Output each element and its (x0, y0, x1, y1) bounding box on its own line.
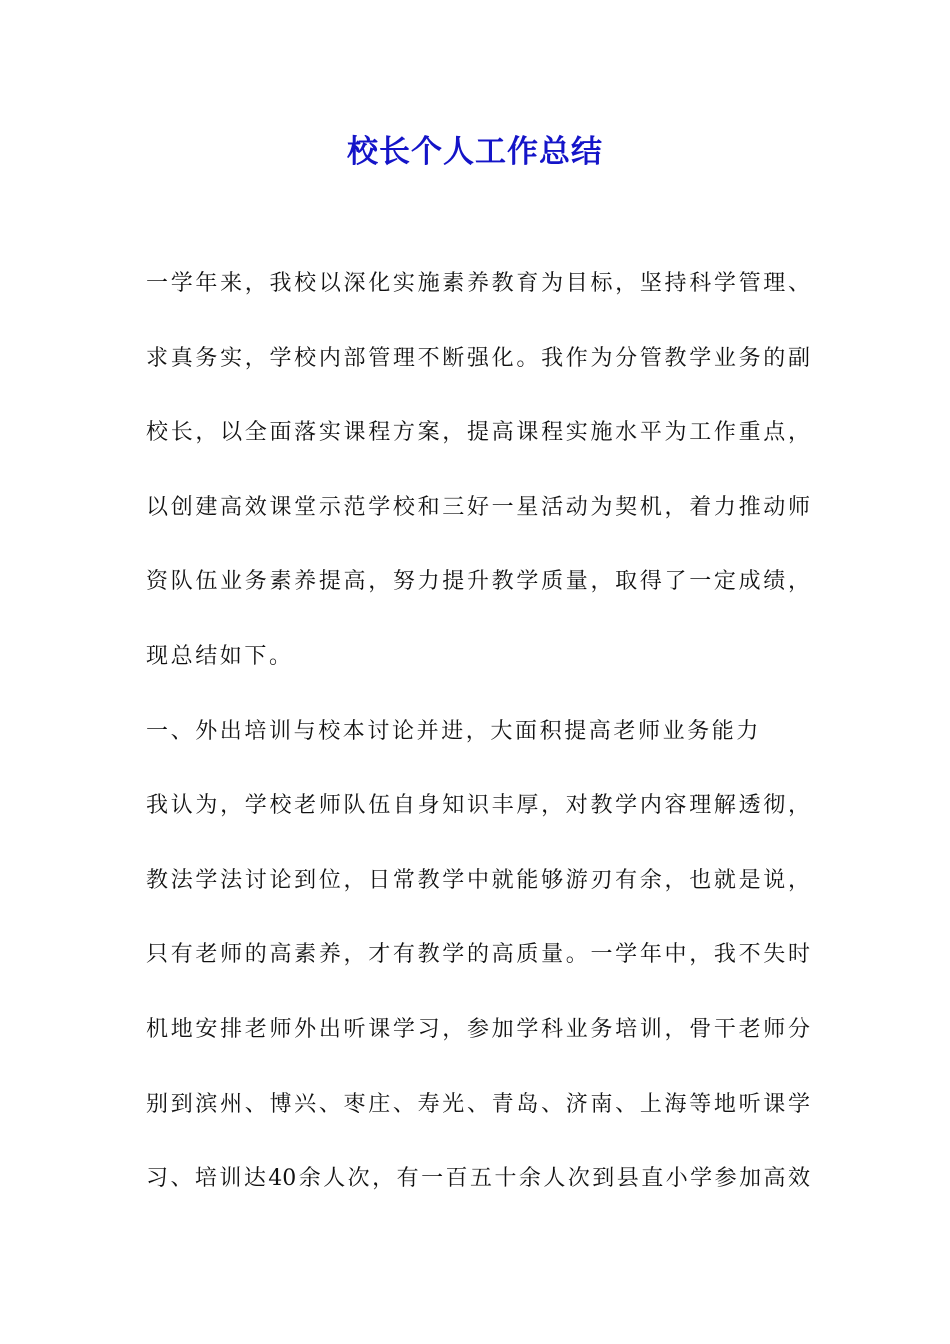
body-line: 只有老师的高素养，才有教学的高质量。一学年中，我不失时 (146, 942, 810, 968)
document-body (146, 264, 810, 1234)
body-line: 校长，以全面落实课程方案，提高课程实施水平为工作重点， (146, 420, 810, 446)
body-line: 习、培训达40余人次，有一百五十余人次到县直小学参加高效 (146, 1166, 810, 1192)
body-line: 资队伍业务素养提高，努力提升教学质量，取得了一定成绩， (146, 569, 810, 595)
body-line: 别到滨州、博兴、枣庄、寿光、青岛、济南、上海等地听课学 (146, 1091, 810, 1117)
body-line: 以创建高效课堂示范学校和三好一星活动为契机，着力推动师 (146, 494, 810, 520)
body-line: 一、外出培训与校本讨论并进，大面积提高老师业务能力 (146, 718, 762, 744)
body-line: 现总结如下。 (146, 643, 294, 669)
body-line: 教法学法讨论到位，日常教学中就能够游刃有余，也就是说， (146, 867, 810, 893)
document-title: 校长个人工作总结 (347, 134, 603, 170)
body-line: 我认为，学校老师队伍自身知识丰厚，对教学内容理解透彻， (146, 793, 810, 819)
body-line: 求真务实，学校内部管理不断强化。我作为分管教学业务的副 (146, 345, 810, 371)
body-line: 一学年来，我校以深化实施素养教育为目标，坚持科学管理、 (146, 271, 810, 296)
body-line: 机地安排老师外出听课学习，参加学科业务培训，骨干老师分 (146, 1016, 810, 1042)
